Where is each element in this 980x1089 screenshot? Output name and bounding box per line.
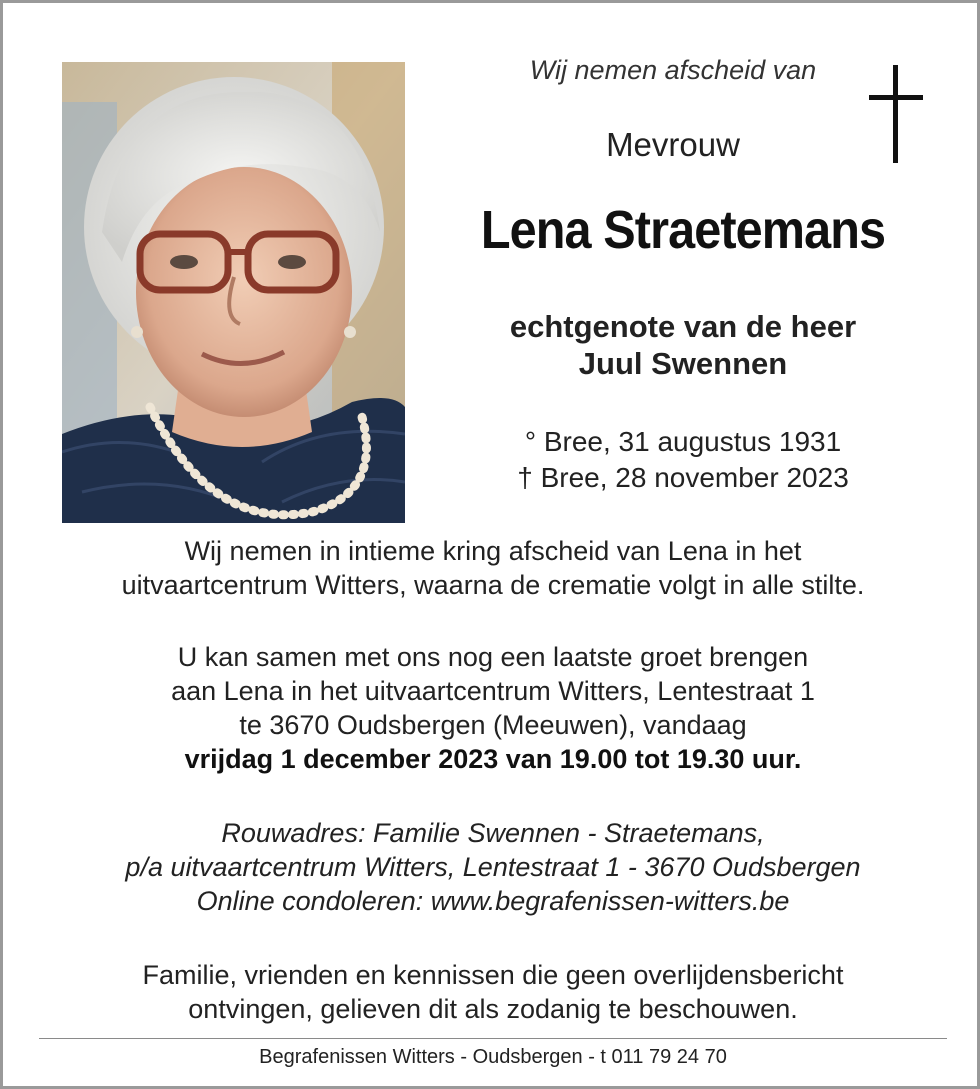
disclaimer-line-2: ontvingen, gelieven dit als zodanig te beschouwen. xyxy=(188,994,798,1024)
deceased-name: Lena Straetemans xyxy=(480,200,886,260)
footer-divider xyxy=(39,1038,947,1039)
cross-icon xyxy=(865,65,925,163)
honorific: Mevrouw xyxy=(606,126,740,163)
condolence-address xyxy=(43,816,943,918)
funeral-home-footer: Begrafenissen Witters - Oudsbergen - t 011 79 24 70 xyxy=(259,1046,727,1068)
address-line-1: Rouwadres: Familie Swennen - Straetemans, xyxy=(221,818,765,848)
birth-date: ° Bree, 31 augustus 1931 xyxy=(524,426,842,457)
visitation-line-2: aan Lena in het uitvaartcentrum Witters, Lentestraat 1 xyxy=(171,676,815,706)
spouse-info xyxy=(433,308,933,382)
visitation-line-3: te 3670 Oudsbergen (Meeuwen), vandaag xyxy=(239,710,747,740)
intro-text: Wij nemen afscheid van xyxy=(529,55,817,85)
spouse-line-2: Juul Swennen xyxy=(578,346,788,381)
visitation-line-1: U kan samen met ons nog een laatste groet brengen xyxy=(177,642,809,672)
ceremony-line-1: Wij nemen in intieme kring afscheid van Lena in het xyxy=(184,536,802,566)
visitation-datetime: vrijdag 1 december 2023 van 19.00 tot 19.30 uur. xyxy=(184,744,802,774)
address-line-2: p/a uitvaartcentrum Witters, Lentestraat 1 - 3670 Oudsbergen xyxy=(125,852,861,882)
notice-disclaimer xyxy=(43,958,943,1026)
ceremony-line-2: uitvaartcentrum Witters, waarna de crematie volgt in alle stilte. xyxy=(121,570,865,600)
ceremony-paragraph xyxy=(43,534,943,602)
spouse-line-1: echtgenote van de heer xyxy=(509,309,857,344)
online-condolence-link[interactable]: Online condoleren: www.begrafenissen-witters.be xyxy=(196,886,790,916)
disclaimer-line-1: Familie, vrienden en kennissen die geen overlijdensbericht xyxy=(142,960,844,990)
portrait-photo xyxy=(62,62,405,523)
life-dates xyxy=(433,424,933,496)
visitation-paragraph xyxy=(43,640,943,776)
death-date: † Bree, 28 november 2023 xyxy=(517,462,849,493)
